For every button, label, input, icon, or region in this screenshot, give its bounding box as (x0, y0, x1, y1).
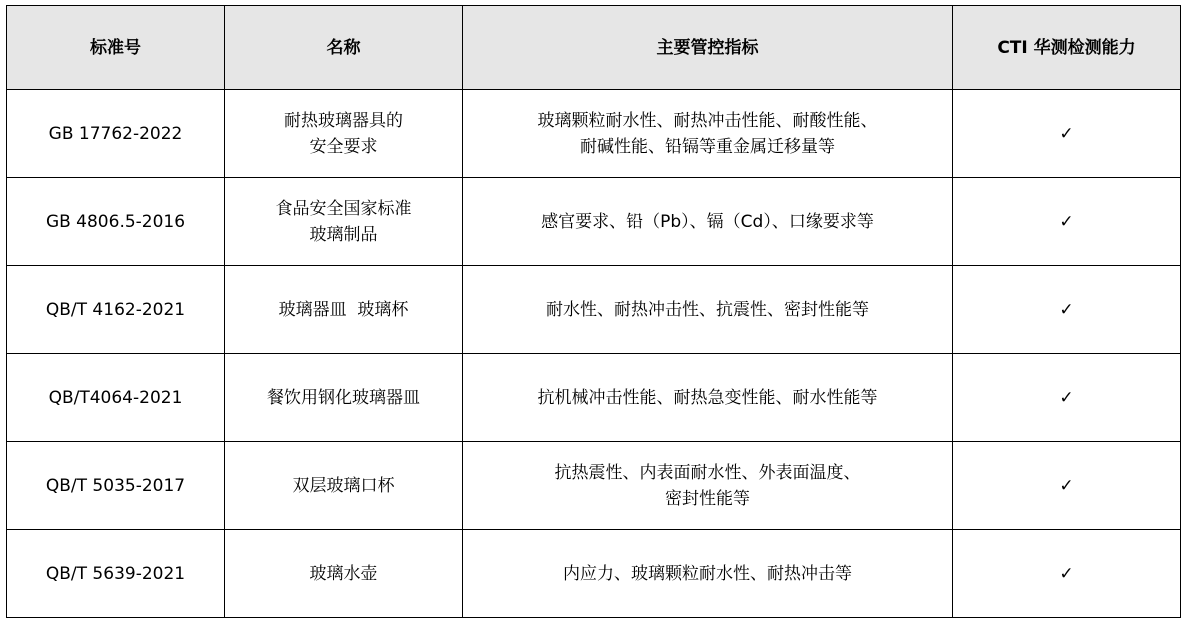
standards-table (6, 5, 1181, 618)
indicator-line: 耐碱性能、铅镉等重金属迁移量等 (580, 136, 835, 157)
table-row (7, 90, 1181, 178)
table-body (7, 90, 1181, 618)
checkmark-icon: ✓ (953, 266, 1181, 354)
indicator-line: 密封性能等 (665, 488, 750, 509)
indicator-line: 抗机械冲击性能、耐热急变性能、耐水性能等 (537, 387, 878, 408)
standard-number-cell: QB/T 4162-2021 (7, 266, 225, 354)
name-line: 耐热玻璃器具的 (284, 110, 403, 131)
checkmark-icon: ✓ (953, 530, 1181, 618)
indicator-line: 感官要求、铅（Pb）、镉（Cd）、口缘要求等 (541, 211, 874, 232)
checkmark-icon: ✓ (953, 442, 1181, 530)
checkmark-icon: ✓ (953, 178, 1181, 266)
indicator-line: 耐水性、耐热冲击性、抗震性、密封性能等 (546, 299, 869, 320)
name-cell (225, 266, 463, 354)
indicator-line: 抗热震性、内表面耐水性、外表面温度、 (554, 462, 861, 483)
standard-number-cell: QB/T 5639-2021 (7, 530, 225, 618)
header-cti-capability: CTI 华测检测能力 (953, 6, 1181, 90)
name-cell (225, 530, 463, 618)
name-cell (225, 442, 463, 530)
name-cell (225, 90, 463, 178)
name-line: 安全要求 (309, 136, 378, 157)
name-line: 玻璃水壶 (309, 563, 378, 584)
table-row (7, 354, 1181, 442)
name-line: 双层玻璃口杯 (292, 475, 395, 496)
checkmark-icon: ✓ (953, 90, 1181, 178)
checkmark-icon: ✓ (953, 354, 1181, 442)
standard-number-cell: QB/T 5035-2017 (7, 442, 225, 530)
indicator-line: 玻璃颗粒耐水性、耐热冲击性能、耐酸性能、 (537, 110, 878, 131)
name-cell (225, 354, 463, 442)
header-name: 名称 (225, 6, 463, 90)
name-line: 食品安全国家标准 (275, 198, 412, 219)
table-row (7, 178, 1181, 266)
table-row (7, 442, 1181, 530)
indicators-cell (463, 442, 953, 530)
name-line: 玻璃器皿 玻璃杯 (278, 299, 409, 320)
standard-number-cell: QB/T4064-2021 (7, 354, 225, 442)
standard-number-cell: GB 4806.5-2016 (7, 178, 225, 266)
indicators-cell (463, 530, 953, 618)
indicators-cell (463, 354, 953, 442)
table-row (7, 530, 1181, 618)
table-row (7, 266, 1181, 354)
name-cell (225, 178, 463, 266)
header-row (7, 6, 1181, 90)
name-line: 餐饮用钢化玻璃器皿 (267, 387, 420, 408)
standard-number-cell: GB 17762-2022 (7, 90, 225, 178)
indicator-line: 内应力、玻璃颗粒耐水性、耐热冲击等 (563, 563, 852, 584)
name-line: 玻璃制品 (309, 224, 378, 245)
indicators-cell (463, 266, 953, 354)
table-header (7, 6, 1181, 90)
indicators-cell (463, 90, 953, 178)
header-main-indicators: 主要管控指标 (463, 6, 953, 90)
header-standard-number: 标准号 (7, 6, 225, 90)
indicators-cell (463, 178, 953, 266)
